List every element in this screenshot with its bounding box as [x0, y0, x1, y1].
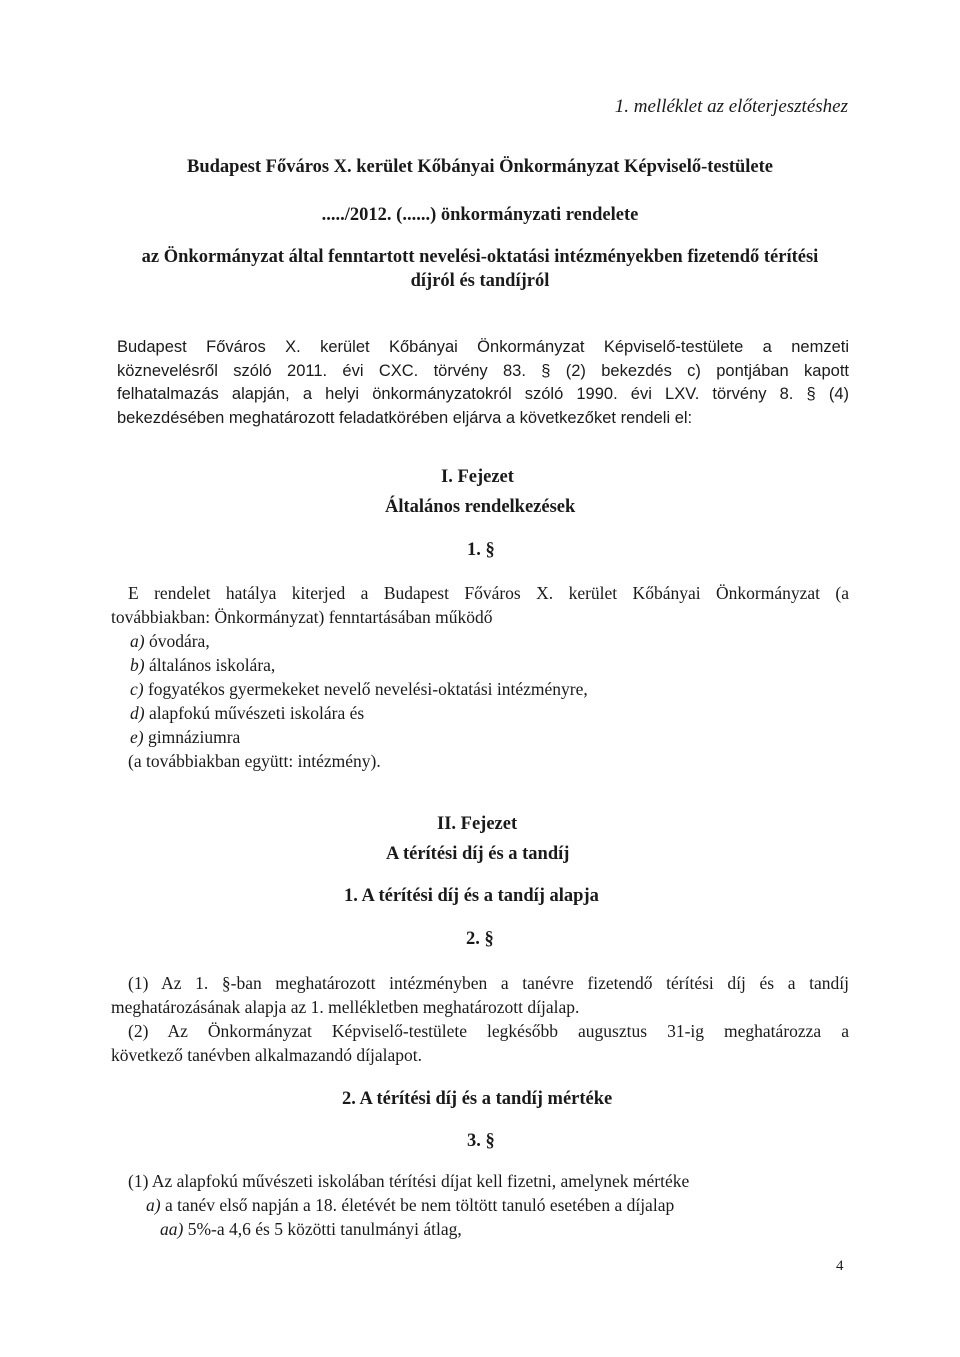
decree-title-line2: díjról és tandíjról	[410, 271, 550, 291]
list-item	[130, 703, 364, 724]
section-1-heading: 1. §	[467, 540, 495, 560]
chapter-1-title: Általános rendelkezések	[385, 497, 576, 517]
page-number: 4	[836, 1258, 844, 1274]
list-text: 5%-a 4,6 és 5 közötti tanulmányi átlag,	[187, 1219, 462, 1239]
section-1-text-line1: E rendelet hatálya kiterjed a Budapest Főváros X. kerület Kőbányai Önkormányzat (a	[128, 583, 849, 603]
section-3-para1: (1) Az alapfokú művészeti iskolában térítési díjat kell fizetni, amelynek mértéke	[128, 1171, 690, 1191]
list-text: általános iskolára,	[148, 655, 276, 675]
list-text: alapfokú művészeti iskolára és	[148, 703, 365, 723]
list-marker: d)	[130, 703, 145, 723]
chapter-1-number: I. Fejezet	[441, 467, 514, 487]
list-marker: a)	[130, 631, 145, 651]
list-marker: a)	[146, 1195, 161, 1215]
preamble-line: bekezdésében meghatározott feladatkörében eljárva a következőket rendeli el:	[117, 408, 693, 427]
issuing-body: Budapest Főváros X. kerület Kőbányai Önkormányzat Képviselő-testülete	[187, 157, 773, 177]
subtitle-1: 1. A térítési díj és a tandíj alapja	[344, 886, 599, 906]
list-item	[130, 631, 210, 652]
list-text: a tanév első napján a 18. életévét be nem töltött tanuló esetében a díjalap	[164, 1195, 675, 1215]
list-marker: aa)	[160, 1219, 184, 1239]
subtitle-2: 2. A térítési díj és a tandíj mértéke	[342, 1089, 613, 1109]
list-item	[130, 679, 588, 700]
list-marker: e)	[130, 727, 144, 747]
section-2-para1-line1: (1) Az 1. §-ban meghatározott intézményben a tanévre fizetendő térítési díj és a tandíj	[128, 973, 849, 993]
list-marker: b)	[130, 655, 145, 675]
list-item	[130, 655, 275, 676]
section-1-text-line2: továbbiakban: Önkormányzat) fenntartásában működő	[111, 607, 493, 627]
section-2-heading: 2. §	[466, 929, 494, 949]
decree-title-line1: az Önkormányzat által fenntartott nevelési-oktatási intézményekben fizetendő térítési	[141, 247, 819, 267]
chapter-2-title: A térítési díj és a tandíj	[386, 844, 570, 864]
section-1-closing: (a továbbiakban együtt: intézmény).	[128, 751, 381, 771]
annex-reference: 1. melléklet az előterjesztéshez	[614, 96, 848, 117]
list-item	[130, 727, 240, 748]
preamble-line: Budapest Főváros X. kerület Kőbányai Önkormányzat Képviselő-testülete a nemzeti	[117, 338, 849, 356]
section-3-item-a	[146, 1195, 674, 1216]
decree-number: ...../2012. (......) önkormányzati rendelete	[321, 205, 639, 225]
list-marker: c)	[130, 679, 144, 699]
preamble	[117, 336, 849, 430]
preamble-line: köznevelésről szóló 2011. évi CXC. törvény 83. § (2) bekezdés c) pontjában kapott	[117, 361, 849, 380]
list-text: fogyatékos gyermekeket nevelő nevelési-oktatási intézményre,	[147, 679, 588, 699]
list-text: óvodára,	[148, 631, 210, 651]
chapter-2-number: II. Fejezet	[437, 814, 518, 834]
list-text: gimnáziumra	[147, 727, 241, 747]
section-2-para2-line2: következő tanévben alkalmazandó díjalapot.	[111, 1045, 422, 1065]
section-2-para2-line1: (2) Az Önkormányzat Képviselő-testülete legkésőbb augusztus 31-ig meghatározza a	[128, 1021, 849, 1041]
preamble-line: felhatalmazás alapján, a helyi önkormányzatokról szóló 1990. évi LXV. törvény 8. § (4)	[117, 385, 849, 403]
section-3-item-aa	[160, 1219, 462, 1240]
section-2-para1-line2: meghatározásának alapja az 1. mellékletben meghatározott díjalap.	[111, 997, 580, 1017]
section-3-heading: 3. §	[467, 1131, 495, 1151]
